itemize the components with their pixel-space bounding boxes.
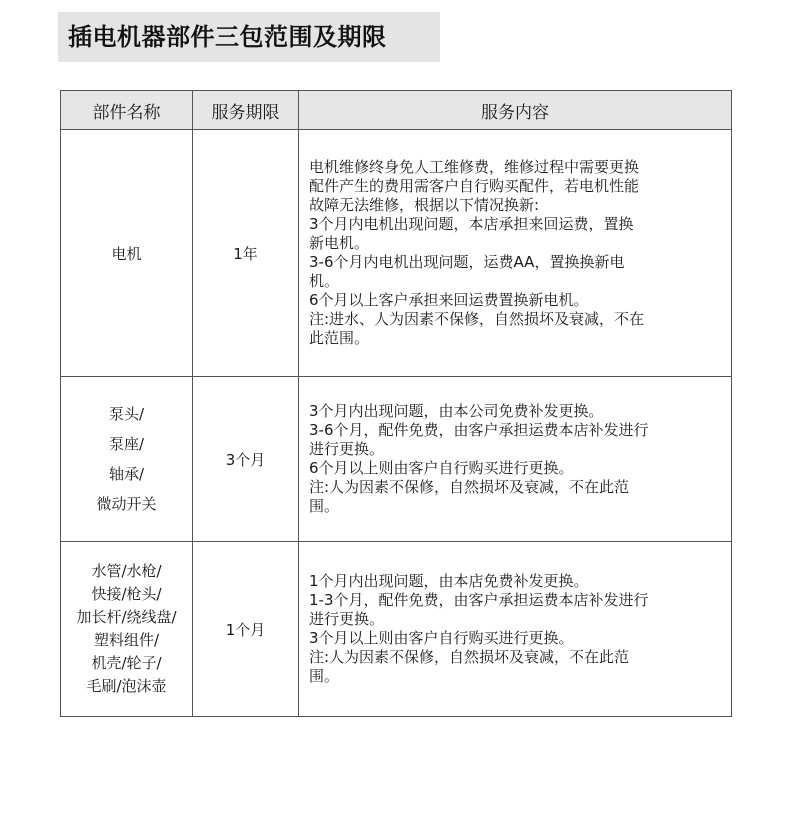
content-line: 3个月以上则由客户自行购买进行更换。 bbox=[309, 629, 574, 647]
header-service-content: 服务内容 bbox=[299, 91, 732, 130]
content-line: 围。 bbox=[309, 667, 340, 685]
service-content-cell bbox=[299, 377, 732, 542]
content-line: 围。 bbox=[309, 497, 340, 515]
part-name-cell bbox=[61, 130, 193, 377]
content-line: 3个月内出现问题，由本公司免费补发更换。 bbox=[309, 402, 604, 420]
warranty-table bbox=[60, 90, 732, 717]
content-line: 故障无法维修，根据以下情况换新: bbox=[309, 196, 540, 214]
service-period: 1年 bbox=[193, 130, 299, 377]
service-period: 3个月 bbox=[193, 377, 299, 542]
content-line: 注:人为因素不保修，自然损坏及衰减，不在此范 bbox=[309, 648, 630, 666]
table-header-row bbox=[61, 91, 732, 130]
content-line: 注:人为因素不保修，自然损坏及衰减，不在此范 bbox=[309, 478, 630, 496]
page-title: 插电机器部件三包范围及期限 bbox=[68, 23, 387, 51]
part-name: 轴承/ bbox=[108, 465, 145, 483]
content-line: 新电机。 bbox=[309, 234, 370, 252]
header-part-name: 部件名称 bbox=[61, 91, 193, 130]
table-row bbox=[61, 377, 732, 542]
content-line: 6个月以上则由客户自行购买进行更换。 bbox=[309, 459, 574, 477]
content-line: 3-6个月，配件免费，由客户承担运费本店补发进行 bbox=[309, 421, 649, 439]
service-content-cell bbox=[299, 130, 732, 377]
part-name: 电机 bbox=[111, 244, 142, 263]
part-name: 泵头/ bbox=[108, 405, 145, 423]
part-name: 微动开关 bbox=[96, 495, 157, 513]
content-line: 注:进水、人为因素不保修，自然损坏及衰减，不在 bbox=[309, 310, 645, 328]
content-line: 3个月内电机出现问题，本店承担来回运费，置换 bbox=[309, 215, 634, 233]
title-banner bbox=[58, 12, 440, 62]
content-line: 1个月内出现问题，由本店免费补发更换。 bbox=[309, 572, 589, 590]
service-content-cell bbox=[299, 542, 732, 717]
content-line: 1-3个月，配件免费，由客户承担运费本店补发进行 bbox=[309, 591, 649, 609]
part-name: 泵座/ bbox=[108, 435, 145, 453]
part-name: 水管/水枪/ bbox=[91, 562, 162, 580]
content-line: 机。 bbox=[309, 272, 340, 290]
part-name-cell bbox=[61, 377, 193, 542]
content-line: 此范围。 bbox=[309, 329, 370, 347]
content-line: 6个月以上客户承担来回运费置换新电机。 bbox=[309, 291, 589, 309]
header-service-period: 服务期限 bbox=[193, 91, 299, 130]
part-name: 毛刷/泡沫壶 bbox=[86, 677, 167, 695]
content-line: 进行更换。 bbox=[309, 610, 385, 628]
service-period: 1个月 bbox=[193, 542, 299, 717]
content-line: 配件产生的费用需客户自行购买配件，若电机性能 bbox=[309, 177, 640, 195]
content-line: 进行更换。 bbox=[309, 440, 385, 458]
part-name: 加长杆/绕线盘/ bbox=[76, 608, 177, 626]
content-line: 3-6个月内电机出现问题，运费AA，置换换新电 bbox=[309, 253, 625, 271]
part-name-cell bbox=[61, 542, 193, 717]
part-name: 塑料组件/ bbox=[93, 631, 160, 649]
table-row bbox=[61, 130, 732, 377]
content-line: 电机维修终身免人工维修费，维修过程中需要更换 bbox=[309, 158, 640, 176]
table-row bbox=[61, 542, 732, 717]
part-name: 快接/枪头/ bbox=[91, 585, 162, 603]
part-name: 机壳/轮子/ bbox=[91, 654, 162, 672]
